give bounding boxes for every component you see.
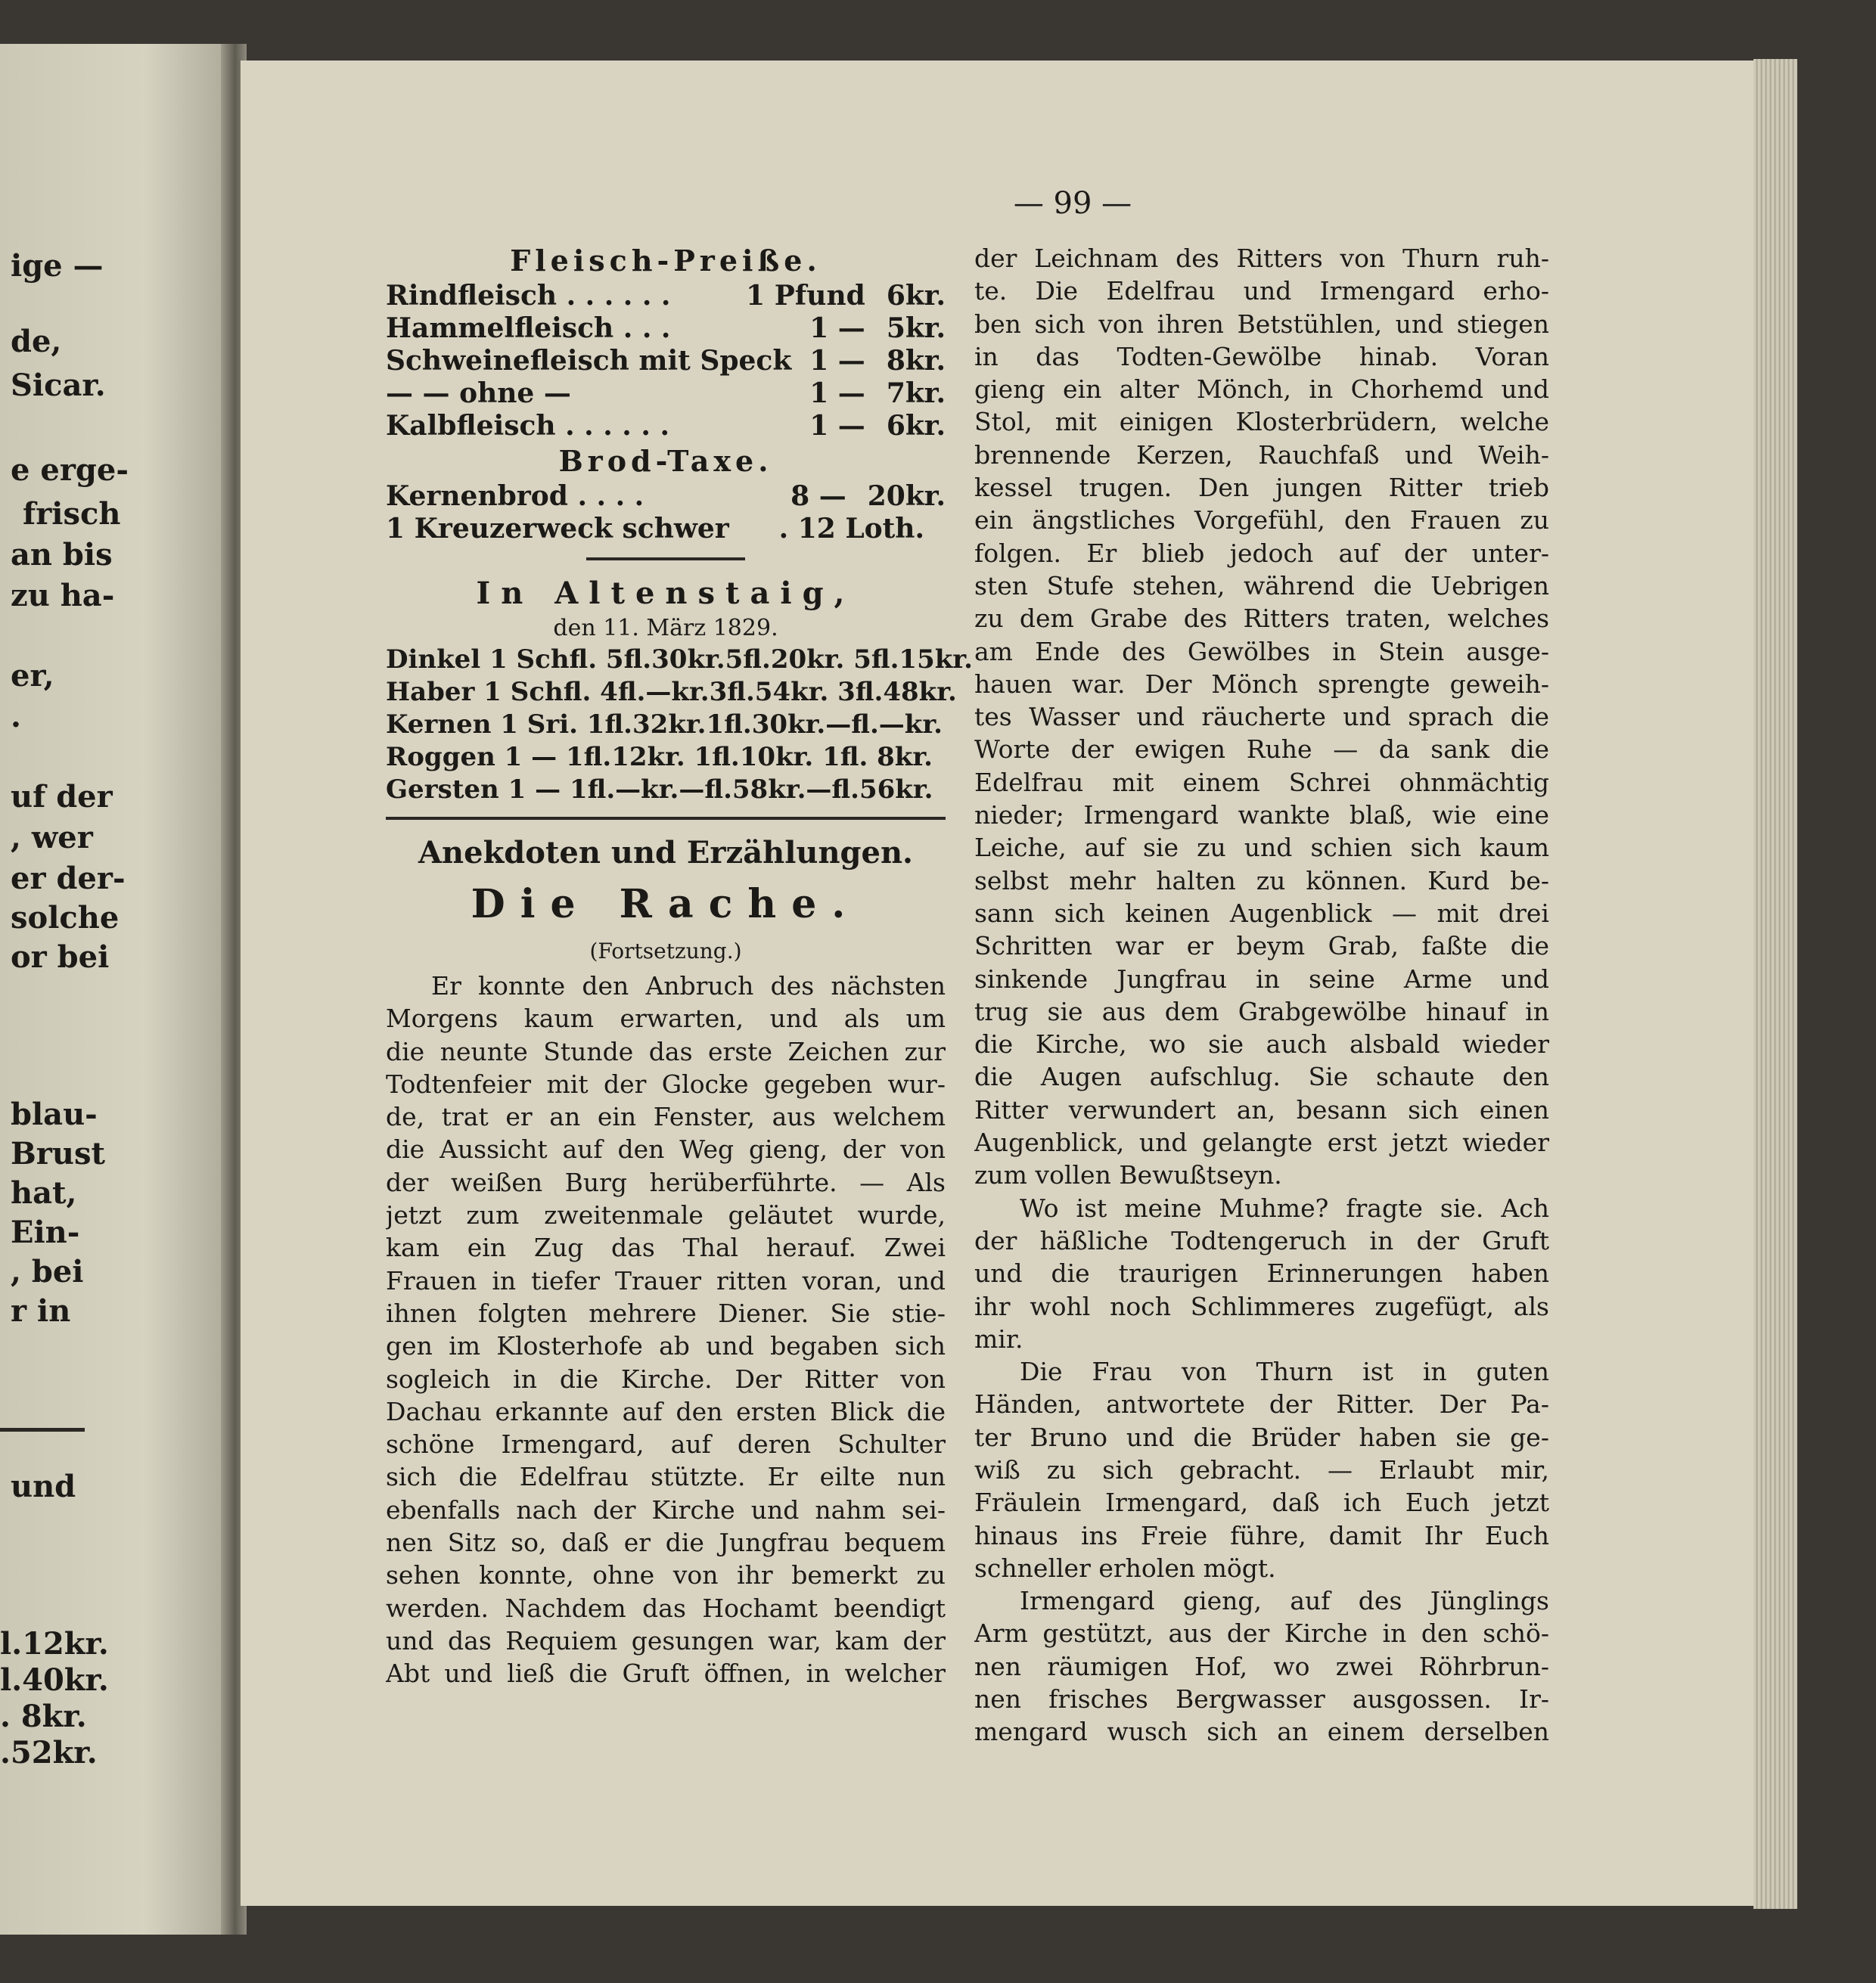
- text-line: gieng ein alter Mönch, in Chorhemd und: [974, 374, 1549, 405]
- text-line: Morgens kaum erwarten, und als um: [386, 1004, 946, 1034]
- text-line: der weißen Burg herüberführte. — Als: [386, 1167, 946, 1197]
- continuation-note: (Fortsetzung.): [589, 939, 742, 964]
- grain-row: Haber 1 Schfl. 4fl.—kr.3fl.54kr. 3fl.48kr.: [386, 677, 957, 707]
- text-line: wiß zu sich gebracht. — Erlaubt mir,: [974, 1454, 1549, 1485]
- text-line: Stol, mit einigen Klosterbrüdern, welche: [974, 407, 1549, 437]
- text-line: Schritten war er beym Grab, faßte die: [974, 931, 1549, 961]
- text-line: Die Frau von Thurn ist in guten: [1020, 1357, 1549, 1387]
- text-line: de, trat er an ein Fenster, aus welchem: [386, 1102, 946, 1132]
- text-line: und die traurigen Erinnerungen haben: [974, 1258, 1549, 1289]
- text-line: kam ein Zug das Thal herauf. Zwei: [386, 1233, 946, 1263]
- right-column: [974, 242, 1549, 1749]
- price-value: 7kr.: [886, 377, 946, 409]
- price-row: [386, 410, 946, 442]
- left-column: [386, 242, 973, 1690]
- left-fragment: ige —: [11, 248, 104, 284]
- page-number: — 99 —: [1013, 186, 1132, 221]
- price-qty: 1 Pfund: [746, 280, 865, 312]
- left-fragment: l.40kr.: [0, 1662, 109, 1698]
- text-line: nieder; Irmengard wankte blaß, wie eine: [974, 800, 1549, 830]
- price-value: 6kr.: [886, 280, 946, 312]
- text-line: selbst mehr halten zu können. Kurd be-: [974, 865, 1549, 895]
- text-line: die neunte Stunde das erste Zeichen zur: [386, 1036, 946, 1066]
- text-line: die Kirche, wo sie auch alsbald wieder: [974, 1029, 1549, 1060]
- left-fragment: er,: [11, 658, 54, 694]
- text-line: sehen konnte, ohne von ihr bemerkt zu: [386, 1560, 946, 1590]
- text-line: tes Wasser und räucherte und sprach die: [974, 702, 1549, 732]
- text-line: Leiche, auf sie zu und schien sich kaum: [974, 833, 1549, 863]
- price-row: [386, 480, 946, 513]
- price-item: Kernenbrod . . . .: [386, 480, 644, 512]
- page-edges: [1753, 59, 1797, 1909]
- text-line: Irmengard gieng, auf des Jünglings: [1020, 1586, 1549, 1616]
- left-page: [0, 44, 241, 1935]
- text-line: Todtenfeier mit der Glocke gegeben wur-: [386, 1069, 946, 1099]
- text-line: folgen. Er blieb jedoch auf der unter-: [974, 538, 1549, 568]
- text-line: nen frisches Bergwasser ausgossen. Ir-: [974, 1684, 1549, 1715]
- price-row: [386, 513, 946, 545]
- section-divider: [386, 817, 946, 820]
- left-fragment: frisch: [23, 496, 121, 532]
- text-line: Wo ist meine Muhme? fragte sie. Ach: [1020, 1193, 1549, 1223]
- text-line: mir.: [974, 1324, 1023, 1354]
- text-line: kessel trugen. Den jungen Ritter trieb: [974, 473, 1549, 503]
- left-fragment: zu ha-: [11, 578, 115, 613]
- left-fragment: e erge-: [11, 452, 129, 488]
- left-fragment: blau-: [11, 1097, 98, 1132]
- grain-prices-table: [386, 644, 973, 806]
- left-fragment: Sicar.: [11, 368, 106, 403]
- text-line: nen Sitz so, daß er die Jungfrau bequem: [386, 1528, 946, 1558]
- text-line: ebenfalls nach der Kirche und nahm sei-: [386, 1494, 946, 1525]
- left-fragment: uf der: [11, 779, 113, 815]
- left-fragment: , wer: [11, 820, 93, 855]
- grain-row: Gersten 1 — 1fl.—kr.—fl.58kr.—fl.56kr.: [386, 774, 933, 805]
- left-fragment: Ein-: [11, 1215, 80, 1250]
- price-row: [386, 345, 946, 377]
- left-fragment: . 8kr.: [0, 1699, 87, 1734]
- text-line: gen im Klosterhofe ab und begaben sich: [386, 1331, 946, 1361]
- price-qty: 1 —: [809, 312, 865, 344]
- text-line: Abt und ließ die Gruft öffnen, in welcher: [386, 1659, 946, 1689]
- text-line: werden. Nachdem das Hochamt beendigt: [386, 1593, 946, 1623]
- price-item: Schweinefleisch mit Speck: [386, 345, 792, 377]
- price-qty: 1 —: [809, 410, 865, 442]
- text-line: Frauen in tiefer Trauer ritten voran, und: [386, 1265, 946, 1296]
- text-line: Edelfrau mit einem Schrei ohnmächtig: [974, 767, 1549, 797]
- text-line: zu dem Grabe des Ritters traten, welches: [974, 604, 1549, 634]
- text-line: Dachau erkannte auf den ersten Blick die: [386, 1396, 946, 1426]
- left-fragment: r in: [11, 1293, 71, 1329]
- story-text-left: [386, 970, 946, 1690]
- text-line: hinaus ins Freie führe, damit Ihr Euch: [974, 1520, 1549, 1550]
- text-line: brennende Kerzen, Rauchfaß und Weih-: [974, 439, 1549, 470]
- text-line: Augenblick, und gelangte erst jetzt wieder: [974, 1128, 1549, 1158]
- text-line: die Augen aufschlug. Sie schaute den: [974, 1062, 1549, 1092]
- bread-prices-table: [386, 480, 946, 545]
- grain-row: Kernen 1 Sri. 1fl.32kr.1fl.30kr.—fl.—kr.: [386, 709, 943, 740]
- text-line: te. Die Edelfrau und Irmengard erho-: [974, 276, 1549, 306]
- story-title: Die Rache.: [471, 881, 861, 927]
- text-line: schöne Irmengard, auf deren Schulter: [386, 1429, 946, 1460]
- price-row: [386, 377, 946, 410]
- text-line: ihnen folgten mehrere Diener. Sie stie-: [386, 1298, 946, 1328]
- market-date: den 11. März 1829.: [553, 615, 778, 641]
- left-fragment: l.12kr.: [0, 1626, 109, 1662]
- text-line: Händen, antwortete der Ritter. Der Pa-: [974, 1389, 1549, 1420]
- grain-row: Roggen 1 — 1fl.12kr. 1fl.10kr. 1fl. 8kr.: [386, 742, 933, 772]
- text-line: Er konnte den Anbruch des nächsten: [431, 971, 946, 1001]
- grain-row: Dinkel 1 Schfl. 5fl.30kr.5fl.20kr. 5fl.15kr.: [386, 644, 973, 675]
- price-item: 1 Kreuzerweck schwer: [386, 513, 729, 545]
- price-value: 5kr.: [886, 312, 946, 344]
- text-line: hauen war. Der Mönch sprengte geweih-: [974, 669, 1549, 699]
- left-fragment: .52kr.: [0, 1735, 98, 1770]
- price-qty: 8 —: [790, 480, 846, 512]
- price-item: Rindfleisch . . . . . .: [386, 280, 671, 312]
- price-value: 8kr.: [886, 345, 946, 377]
- left-fragment: Brust: [11, 1136, 105, 1171]
- right-page: [241, 61, 1765, 1906]
- text-line: ihr wohl noch Schlimmeres zugefügt, als: [974, 1291, 1549, 1321]
- left-fragment: or bei: [11, 939, 110, 975]
- left-fragment: und: [11, 1469, 76, 1504]
- text-line: mengard wusch sich an einem derselben: [974, 1717, 1549, 1747]
- price-qty: 1 —: [809, 377, 865, 409]
- left-fragment: hat,: [11, 1175, 77, 1211]
- text-line: sann sich keinen Augenblick — mit drei: [974, 898, 1549, 928]
- left-fragment: er der-: [11, 861, 126, 896]
- price-item: — — ohne —: [386, 377, 571, 409]
- price-qty: 1 —: [809, 345, 865, 377]
- text-line: ter Bruno und die Brüder haben sie ge-: [974, 1422, 1549, 1452]
- text-line: Worte der ewigen Ruhe — da sank die: [974, 734, 1549, 765]
- text-line: Ritter verwundert an, besann sich einen: [974, 1094, 1549, 1125]
- text-line: sogleich in die Kirche. Der Ritter von: [386, 1364, 946, 1394]
- text-line: der häßliche Todtengeruch in der Gruft: [974, 1225, 1549, 1255]
- text-line: die Aussicht auf den Weg gieng, der von: [386, 1134, 946, 1165]
- price-item: Kalbfleisch . . . . . .: [386, 410, 669, 442]
- text-line: und das Requiem gesungen war, kam der: [386, 1625, 946, 1656]
- text-line: ein ängstliches Vorgefühl, den Frauen zu: [974, 505, 1549, 535]
- left-fragment: , bei: [11, 1254, 84, 1289]
- text-line: sich die Edelfrau stützte. Er eilte nun: [386, 1462, 946, 1492]
- price-row: [386, 312, 946, 345]
- text-line: sten Stufe stehen, während die Uebrigen: [974, 570, 1549, 600]
- text-line: schneller erholen mögt.: [974, 1553, 1276, 1583]
- text-line: am Ende des Gewölbes in Stein ausge-: [974, 636, 1549, 666]
- price-value: 20kr.: [867, 480, 946, 512]
- bread-prices-title: Brod-Taxe.: [558, 444, 773, 478]
- text-line: in das Todten-Gewölbe hinab. Voran: [974, 341, 1549, 371]
- text-line: ben sich von ihren Betstühlen, und stiegen: [974, 309, 1549, 339]
- market-town: In Altenstaig,: [476, 576, 856, 611]
- text-line: nen räumigen Hof, wo zwei Röhrbrun-: [974, 1651, 1549, 1681]
- price-qty: . 12 Loth.: [778, 513, 924, 545]
- section-divider: [586, 557, 745, 560]
- meat-prices-title: Fleisch-Preiße.: [510, 244, 822, 278]
- text-line: zum vollen Bewußtseyn.: [974, 1160, 1282, 1190]
- price-row: [386, 280, 946, 312]
- section-heading: Anekdoten und Erzählungen.: [418, 835, 913, 870]
- text-line: sinkende Jungfrau in seine Arme und: [974, 964, 1549, 994]
- left-fragment: an bis: [11, 537, 113, 573]
- meat-prices-table: [386, 280, 946, 442]
- left-fragment: solche: [11, 900, 120, 936]
- price-value: 6kr.: [886, 410, 946, 442]
- text-line: Fräulein Irmengard, daß ich Euch jetzt: [974, 1488, 1549, 1518]
- text-line: jetzt zum zweitenmale geläutet wurde,: [386, 1200, 946, 1230]
- text-line: trug sie aus dem Grabgewölbe hinauf in: [974, 996, 1549, 1026]
- text-line: Arm gestützt, aus der Kirche in den schö-: [974, 1618, 1549, 1649]
- price-item: Hammelfleisch . . .: [386, 312, 671, 344]
- left-fragment: .: [11, 699, 21, 734]
- left-fragment: de,: [11, 324, 62, 359]
- text-line: der Leichnam des Ritters von Thurn ruh-: [974, 244, 1549, 273]
- left-rule: [0, 1428, 85, 1432]
